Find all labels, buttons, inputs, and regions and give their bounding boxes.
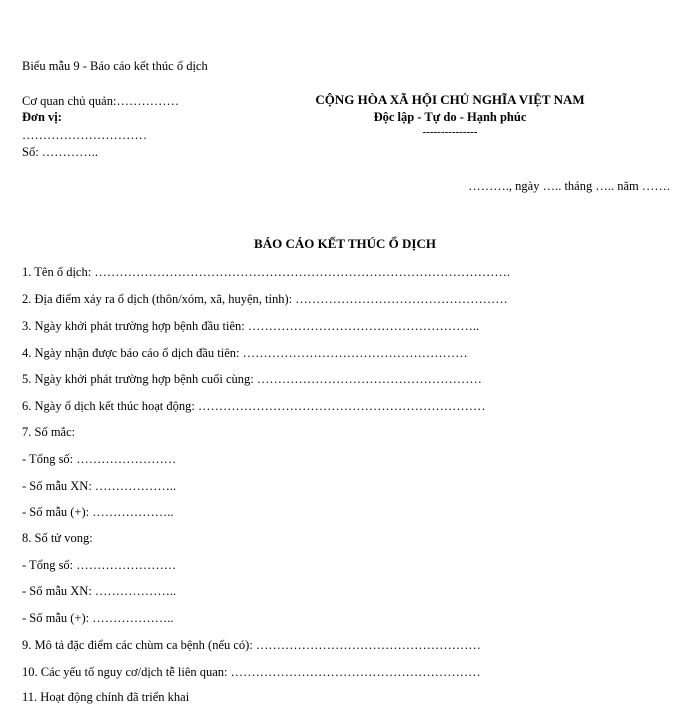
list-item: 7. Số mắc:: [22, 425, 76, 439]
form-label: Biểu mẫu 9 - Báo cáo kết thúc ổ dịch: [22, 59, 208, 73]
list-item: 9. Mô tả đặc điểm các chùm ca bệnh (nếu có): ………………………………………………: [22, 638, 481, 652]
list-item: - Số mẫu (+): ………………..: [22, 611, 174, 625]
list-item: 3. Ngày khởi phát trường hợp bệnh đầu tiên: ………………………………………………..: [22, 319, 480, 333]
agency-line: Cơ quan chủ quản:……………: [22, 94, 179, 108]
country-name: CỘNG HÒA XÃ HỘI CHỦ NGHĨA VIỆT NAM: [315, 92, 585, 107]
list-item: - Số mẫu (+): ………………..: [22, 505, 174, 519]
list-item: 11. Hoạt động chính đã triển khai: [22, 690, 190, 704]
list-item: - Tổng số: ……………………: [22, 452, 177, 466]
list-item: - Tổng số: ……………………: [22, 558, 177, 572]
list-item: 10. Các yếu tố nguy cơ/dịch tễ liên quan: ……………………………………………………: [22, 665, 481, 679]
list-item: 1. Tên ổ dịch: ……………………………………………………………………………………….: [22, 265, 510, 279]
list-item: 2. Địa điểm xảy ra ổ dịch (thôn/xóm, xã, huyện, tỉnh): ……………………………………………: [22, 292, 508, 306]
list-item: 5. Ngày khởi phát trường hợp bệnh cuối cùng: ………………………………………………: [22, 372, 482, 386]
motto: Độc lập - Tự do - Hạnh phúc: [373, 110, 527, 124]
report-title: BÁO CÁO KẾT THÚC Ổ DỊCH: [254, 236, 436, 251]
list-item: 4. Ngày nhận được báo cáo ổ dịch đầu tiên: ………………………………………………: [22, 346, 468, 360]
unit-label: Đơn vị:: [22, 110, 62, 124]
number-line: Số: …………..: [22, 145, 99, 159]
list-item: - Số mẫu XN: ………………..: [22, 584, 177, 598]
header-separator: ---------------: [422, 126, 478, 138]
list-item: 6. Ngày ổ dịch kết thúc hoạt động: ……………………………………………………………: [22, 399, 486, 413]
unit-dots: …………………………: [22, 128, 147, 142]
date-line: ………., ngày ….. tháng ….. năm …….: [468, 179, 670, 193]
list-item: - Số mẫu XN: ………………..: [22, 479, 177, 493]
list-item: 8. Số tử vong:: [22, 531, 93, 545]
